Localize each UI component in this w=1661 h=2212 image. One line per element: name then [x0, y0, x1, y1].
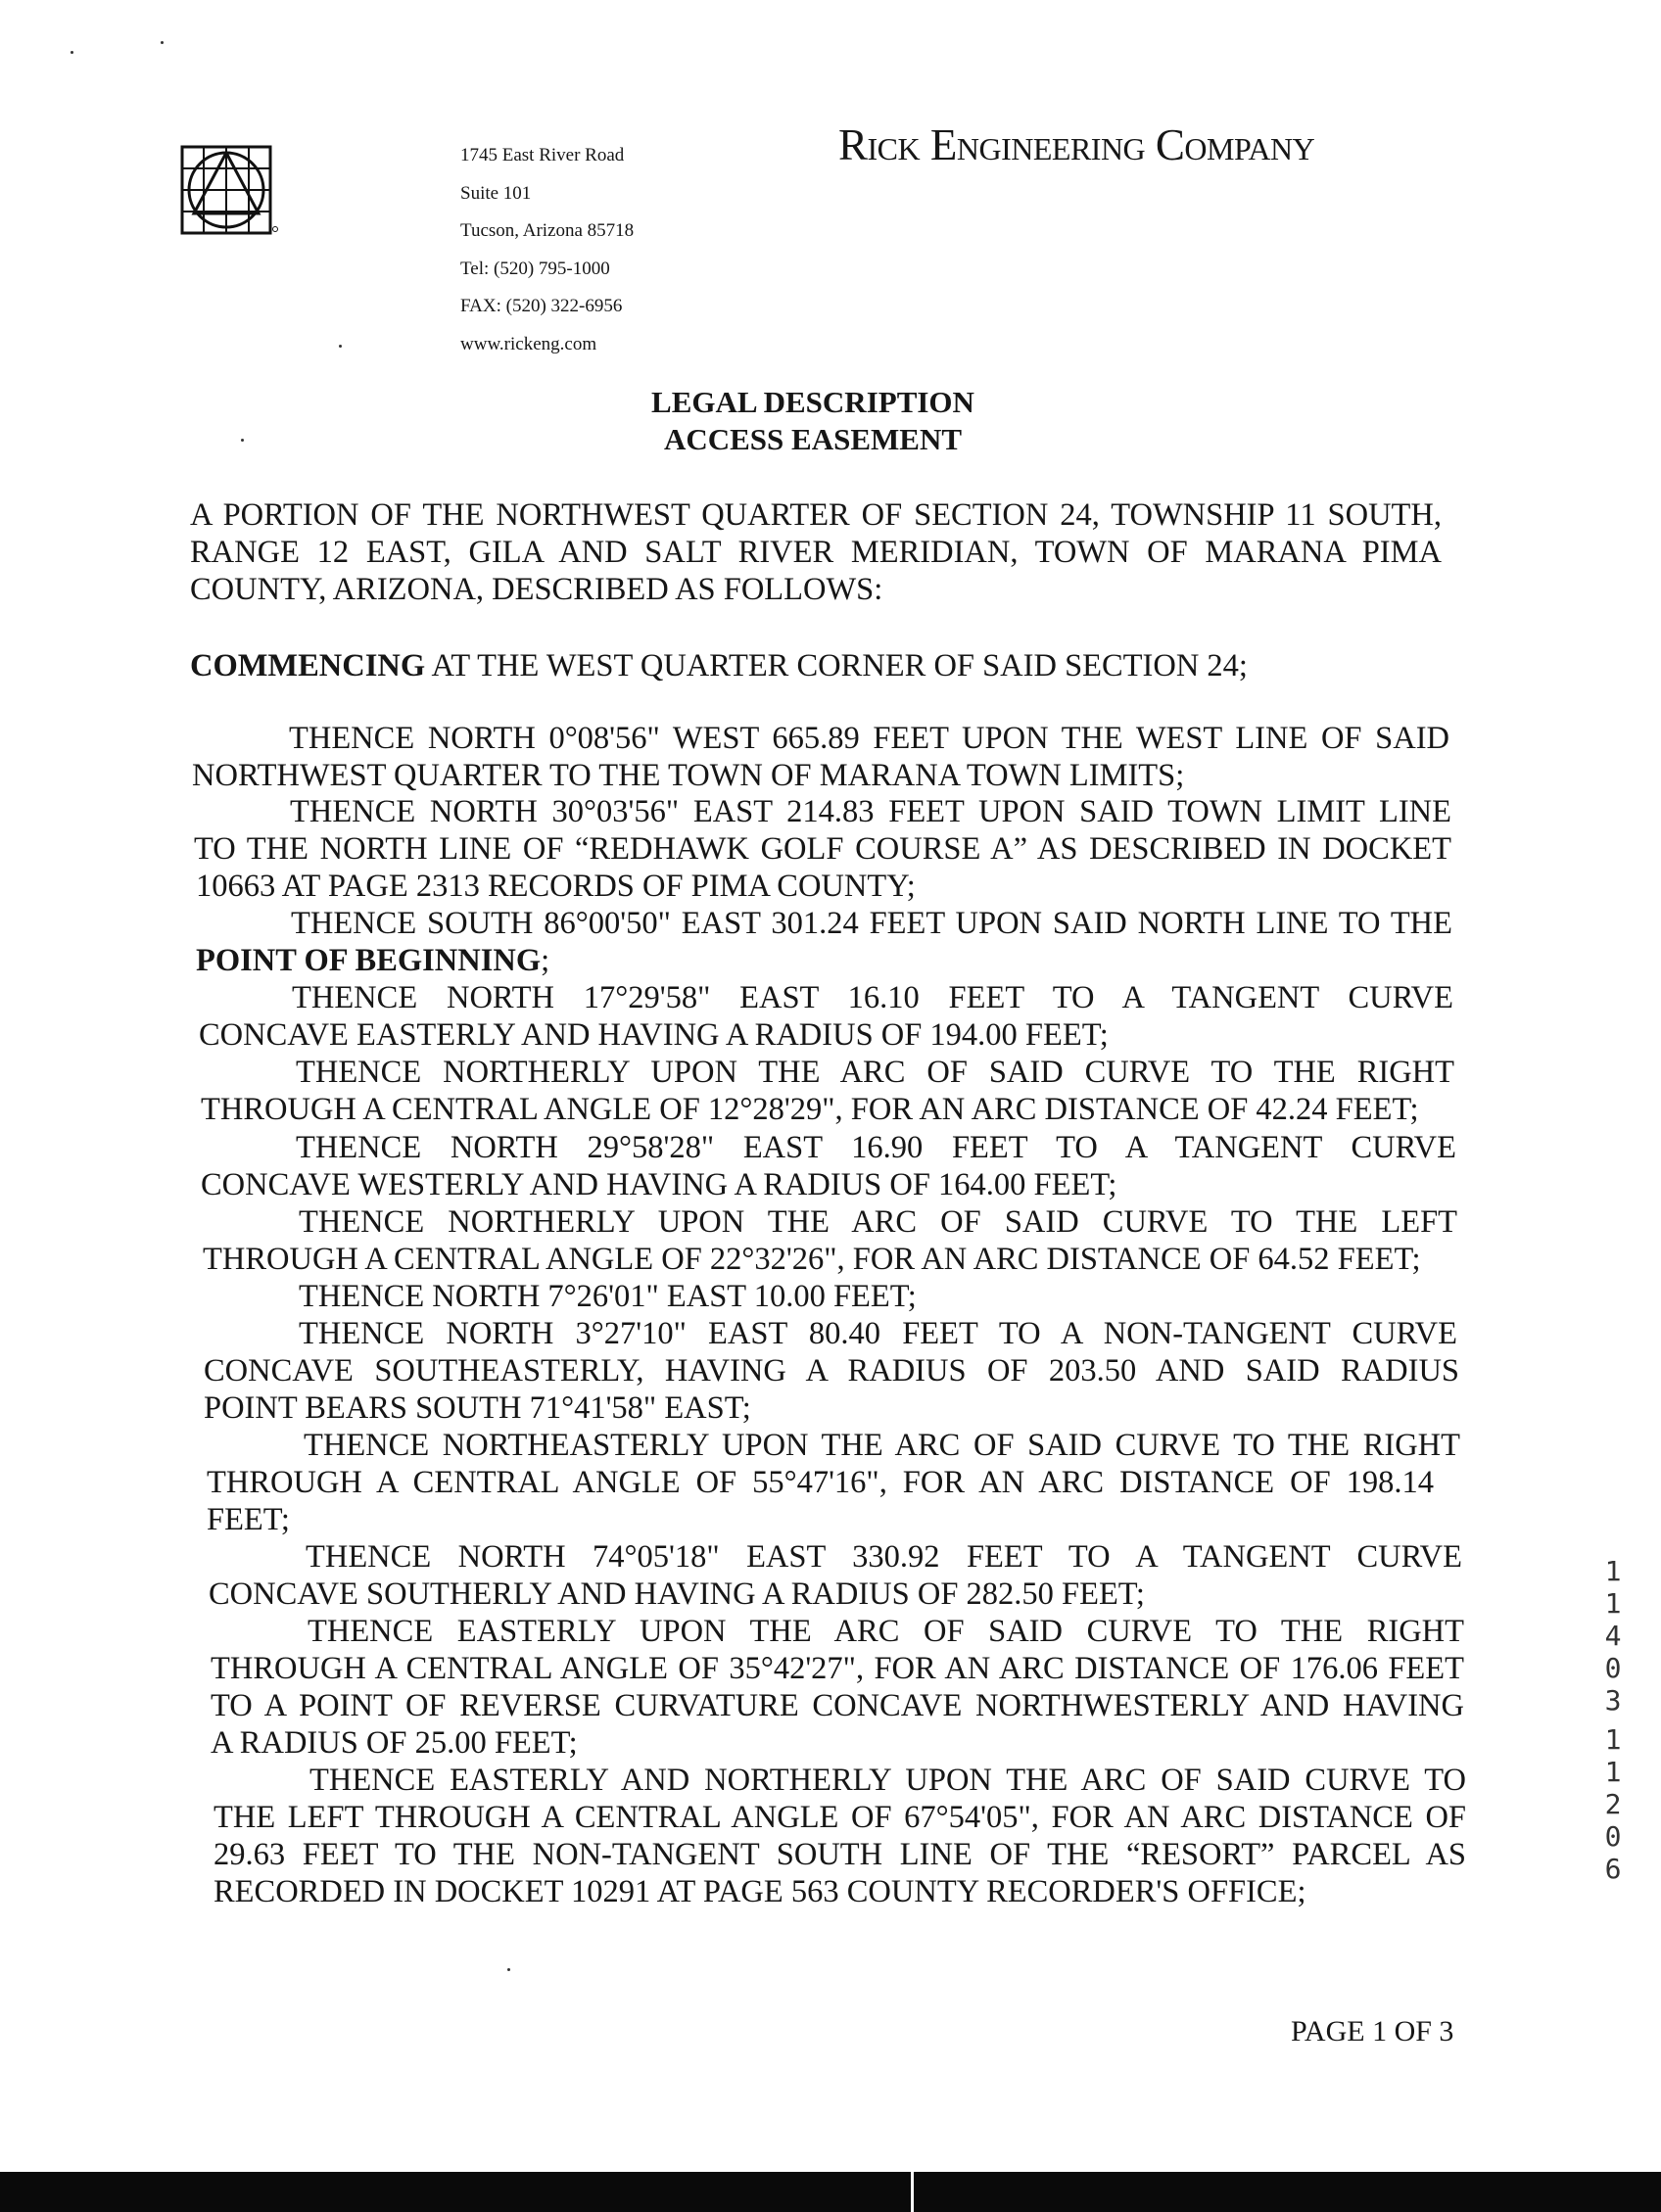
body-line: 10663 AT PAGE 2313 RECORDS OF PIMA COUNTY; — [196, 869, 916, 904]
body-line: THENCE SOUTH 86°00'50" EAST 301.24 FEET UPON SAID NORTH LINE TO THE — [291, 906, 1452, 941]
body-line: THROUGH A CENTRAL ANGLE OF 12°28'29", FOR AN ARC DISTANCE OF 42.24 FEET; — [201, 1092, 1419, 1127]
body-line: THENCE NORTHERLY UPON THE ARC OF SAID CURVE TO THE LEFT — [299, 1204, 1457, 1240]
address-website: www.rickeng.com — [460, 333, 597, 354]
address-phone: Tel: (520) 795-1000 — [460, 258, 610, 279]
page-number: PAGE 1 OF 3 — [1291, 2015, 1454, 2047]
pob-label: POINT OF BEGINNING — [196, 943, 542, 978]
body-line: THROUGH A CENTRAL ANGLE OF 35°42'27", FOR AN ARC DISTANCE OF 176.06 FEET — [211, 1651, 1464, 1686]
address-suite: Suite 101 — [460, 182, 532, 204]
body-line: POINT BEARS SOUTH 71°41'58" EAST; — [204, 1390, 751, 1426]
company-address — [460, 137, 634, 363]
body-line: NORTHWEST QUARTER TO THE TOWN OF MARANA TOWN LIMITS; — [192, 758, 1185, 793]
body-line: 29.63 FEET TO THE NON-TANGENT SOUTH LINE OF THE “RESORT” PARCEL AS — [214, 1837, 1466, 1872]
body-line: THENCE NORTH 3°27'10" EAST 80.40 FEET TO A NON-TANGENT CURVE — [299, 1316, 1457, 1351]
body-line: THENCE NORTH 30°03'56" EAST 214.83 FEET UPON SAID TOWN LIMIT LINE — [290, 794, 1451, 829]
body-line: THROUGH A CENTRAL ANGLE OF 55°47'16", FOR AN ARC DISTANCE OF 198.14 — [207, 1465, 1434, 1500]
body-line: A PORTION OF THE NORTHWEST QUARTER OF SECTION 24, TOWNSHIP 11 SOUTH, — [190, 497, 1442, 533]
document-title: LEGAL DESCRIPTION — [651, 385, 974, 419]
document-subtitle: ACCESS EASEMENT — [663, 422, 963, 456]
body-line: COUNTY, ARIZONA, DESCRIBED AS FOLLOWS: — [190, 572, 883, 607]
address-city: Tucson, Arizona 85718 — [460, 220, 635, 241]
body-line: A RADIUS OF 25.00 FEET; — [211, 1725, 578, 1761]
body-line: FEET; — [207, 1502, 290, 1537]
commencing-text: AT THE WEST QUARTER CORNER OF SAID SECTION 24; — [431, 648, 1248, 683]
scan-speck — [161, 41, 164, 44]
company-name: Rick Engineering Company — [838, 120, 1315, 169]
body-line: RANGE 12 EAST, GILA AND SALT RIVER MERIDIAN, TOWN OF MARANA PIMA — [190, 535, 1442, 570]
body-line: THENCE NORTH 29°58'28" EAST 16.90 FEET TO A TANGENT CURVE — [296, 1130, 1456, 1165]
body-line: THENCE NORTHERLY UPON THE ARC OF SAID CURVE TO THE RIGHT — [296, 1055, 1454, 1090]
scan-speck — [241, 439, 244, 442]
body-line: THENCE EASTERLY AND NORTHERLY UPON THE ARC OF SAID CURVE TO — [309, 1763, 1466, 1798]
commencing-label: COMMENCING — [190, 648, 426, 683]
body-line: CONCAVE SOUTHERLY AND HAVING A RADIUS OF 282.50 FEET; — [209, 1577, 1145, 1612]
body-line: THENCE EASTERLY UPON THE ARC OF SAID CURVE TO THE RIGHT — [308, 1614, 1464, 1649]
body-line: THE LEFT THROUGH A CENTRAL ANGLE OF 67°54'05", FOR AN ARC DISTANCE OF — [214, 1800, 1466, 1835]
body-line: CONCAVE WESTERLY AND HAVING A RADIUS OF 164.00 FEET; — [201, 1167, 1117, 1202]
scan-speck — [71, 51, 73, 54]
pob-text: ; — [541, 943, 550, 978]
body-line: CONCAVE SOUTHEASTERLY, HAVING A RADIUS OF 203.50 AND SAID RADIUS — [204, 1353, 1459, 1388]
side-stamp-number: 11403 — [1604, 1555, 1622, 1717]
scan-speck — [339, 345, 342, 348]
body-line: THENCE NORTH 74°05'18" EAST 330.92 FEET TO A TANGENT CURVE — [306, 1539, 1462, 1575]
body-line: THENCE NORTH 7°26'01" EAST 10.00 FEET; — [299, 1279, 917, 1314]
address-street: 1745 East River Road — [460, 145, 625, 165]
scan-speck — [507, 1968, 510, 1971]
body-line: THENCE NORTH 0°08'56" WEST 665.89 FEET UPON THE WEST LINE OF SAID — [289, 721, 1449, 756]
body-line-commencing — [190, 648, 1248, 684]
body-line: TO A POINT OF REVERSE CURVATURE CONCAVE NORTHWESTERLY AND HAVING — [211, 1688, 1464, 1723]
side-stamp-number-2: 11206 — [1604, 1723, 1622, 1885]
body-line: THENCE NORTH 17°29'58" EAST 16.10 FEET TO A TANGENT CURVE — [292, 980, 1453, 1015]
address-fax: FAX: (520) 322-6956 — [460, 296, 623, 316]
company-logo-icon — [180, 145, 278, 237]
body-line: TO THE NORTH LINE OF “REDHAWK GOLF COURSE A” AS DESCRIBED IN DOCKET — [194, 831, 1451, 867]
body-line: THROUGH A CENTRAL ANGLE OF 22°32'26", FOR AN ARC DISTANCE OF 64.52 FEET; — [203, 1242, 1421, 1277]
scan-border-notch — [911, 2172, 914, 2212]
body-line: RECORDED IN DOCKET 10291 AT PAGE 563 COUNTY RECORDER'S OFFICE; — [214, 1874, 1306, 1909]
scan-border — [0, 2172, 1661, 2212]
body-line: THENCE NORTHEASTERLY UPON THE ARC OF SAID CURVE TO THE RIGHT — [304, 1428, 1460, 1463]
body-line: CONCAVE EASTERLY AND HAVING A RADIUS OF 194.00 FEET; — [199, 1017, 1109, 1053]
body-line-pob — [196, 943, 549, 979]
